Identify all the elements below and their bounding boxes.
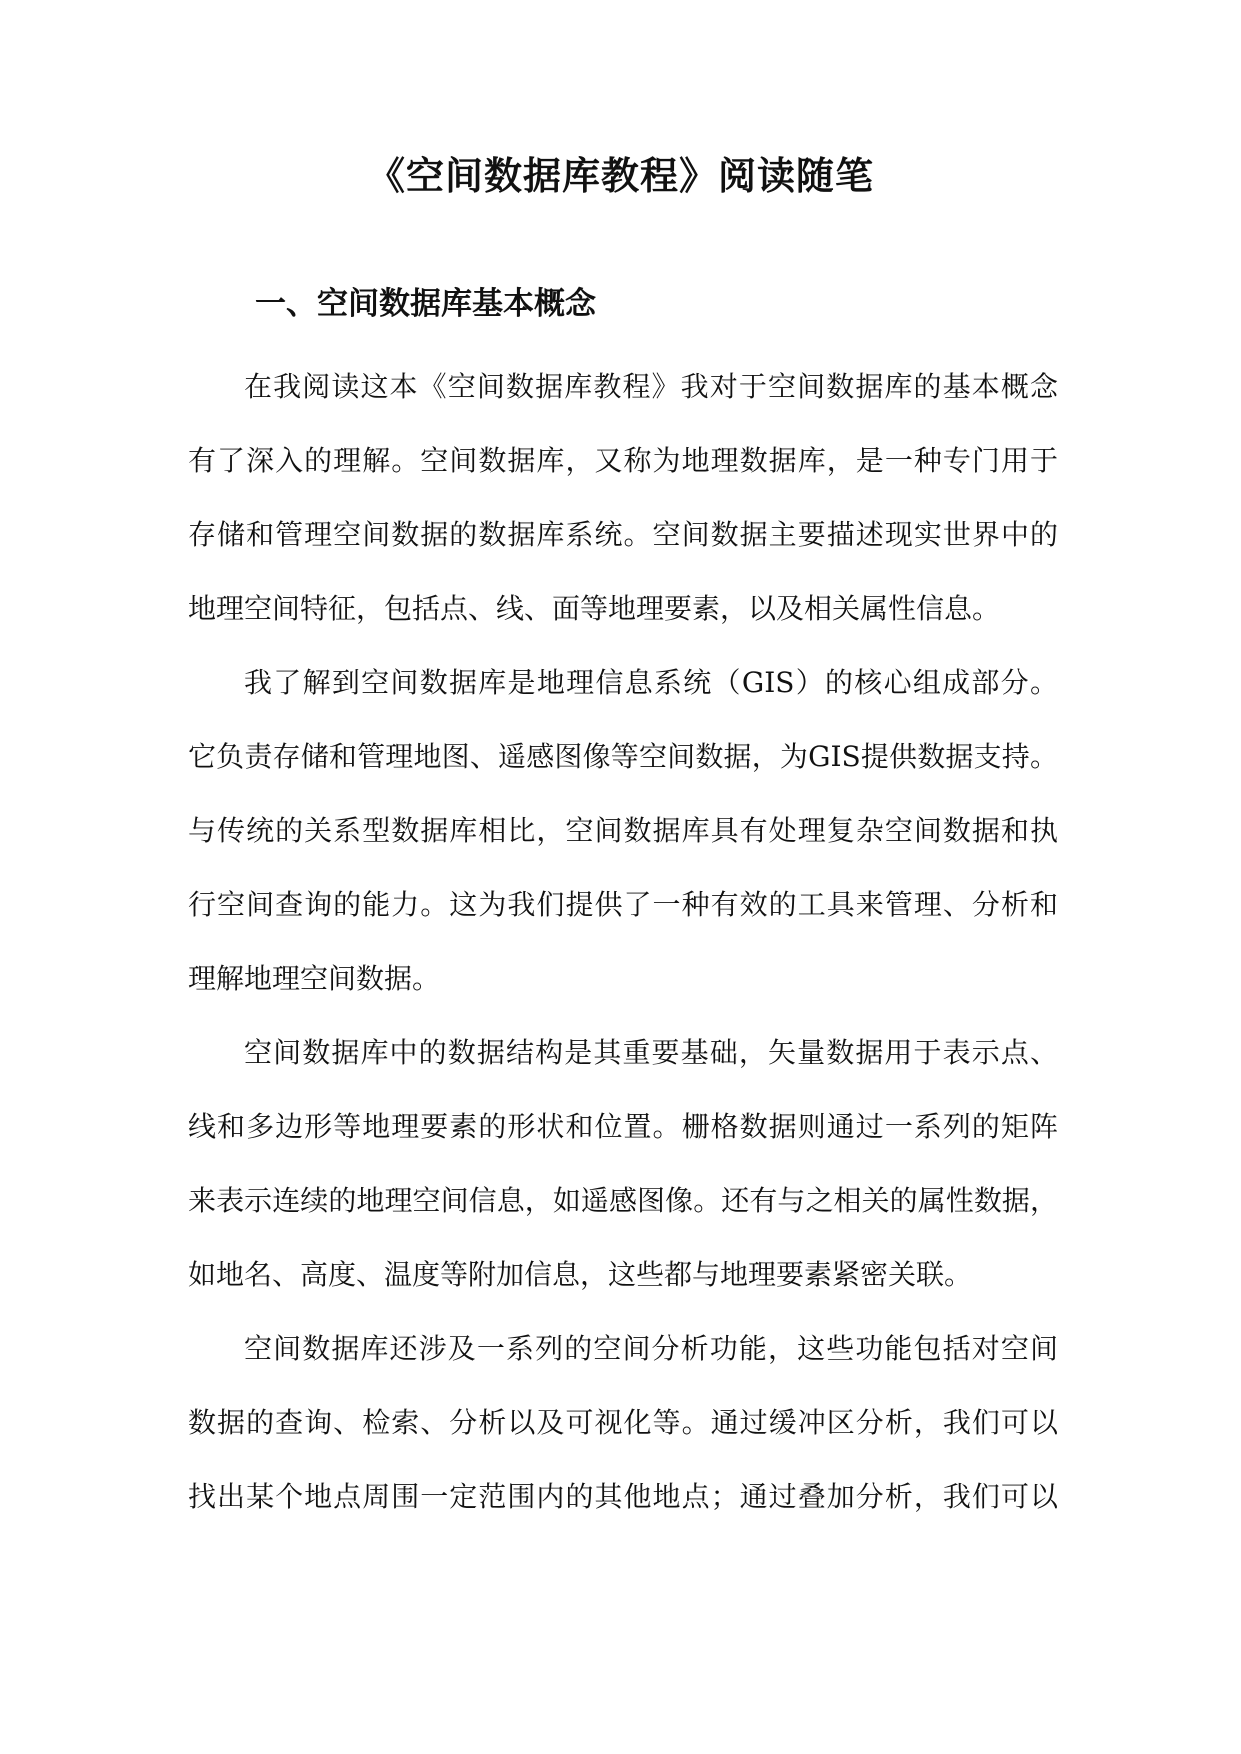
- section-heading: 一、空间数据库基本概念: [255, 286, 596, 322]
- paragraph-line: 数据的查询、检索、分析以及可视化等。通过缓冲区分析，我们可以: [188, 1406, 1058, 1439]
- paragraph-3: [188, 1026, 1058, 1322]
- paragraph-line: 空间数据库还涉及一系列的空间分析功能，这些功能包括对空间: [244, 1332, 1058, 1365]
- paragraph-line: 与传统的关系型数据库相比，空间数据库具有处理复杂空间数据和执: [188, 814, 1058, 847]
- paragraph-line: 行空间查询的能力。这为我们提供了一种有效的工具来管理、分析和: [188, 888, 1058, 921]
- body-text: [188, 360, 1058, 1544]
- paragraph-line: 线和多边形等地理要素的形状和位置。栅格数据则通过一系列的矩阵: [188, 1110, 1058, 1143]
- paragraph-1: [188, 360, 1058, 656]
- paragraph-line: 空间数据库中的数据结构是其重要基础，矢量数据用于表示点、: [244, 1036, 1058, 1069]
- paragraph-line: 我了解到空间数据库是地理信息系统（GIS）的核心组成部分。: [244, 666, 1058, 699]
- paragraph-line: 理解地理空间数据。: [188, 962, 441, 995]
- document-title: 《空间数据库教程》阅读随笔: [366, 154, 874, 198]
- paragraph-line: 存储和管理空间数据的数据库系统。空间数据主要描述现实世界中的: [188, 518, 1058, 551]
- paragraph-line: 有了深入的理解。空间数据库，又称为地理数据库，是一种专门用于: [188, 444, 1058, 477]
- paragraph-line: 如地名、高度、温度等附加信息，这些都与地理要素紧密关联。: [188, 1258, 973, 1291]
- paragraph-line: 来表示连续的地理空间信息，如遥感图像。还有与之相关的属性数据，: [188, 1184, 1058, 1217]
- paragraph-line: 在我阅读这本《空间数据库教程》我对于空间数据库的基本概念: [244, 370, 1058, 403]
- paragraph-4: [188, 1322, 1058, 1544]
- paragraph-line: 地理空间特征，包括点、线、面等地理要素，以及相关属性信息。: [188, 592, 1001, 625]
- paragraph-line: 找出某个地点周围一定范围内的其他地点；通过叠加分析，我们可以: [188, 1480, 1058, 1513]
- paragraph-line: 它负责存储和管理地图、遥感图像等空间数据，为GIS提供数据支持。: [188, 740, 1058, 773]
- paragraph-2: [188, 656, 1058, 1026]
